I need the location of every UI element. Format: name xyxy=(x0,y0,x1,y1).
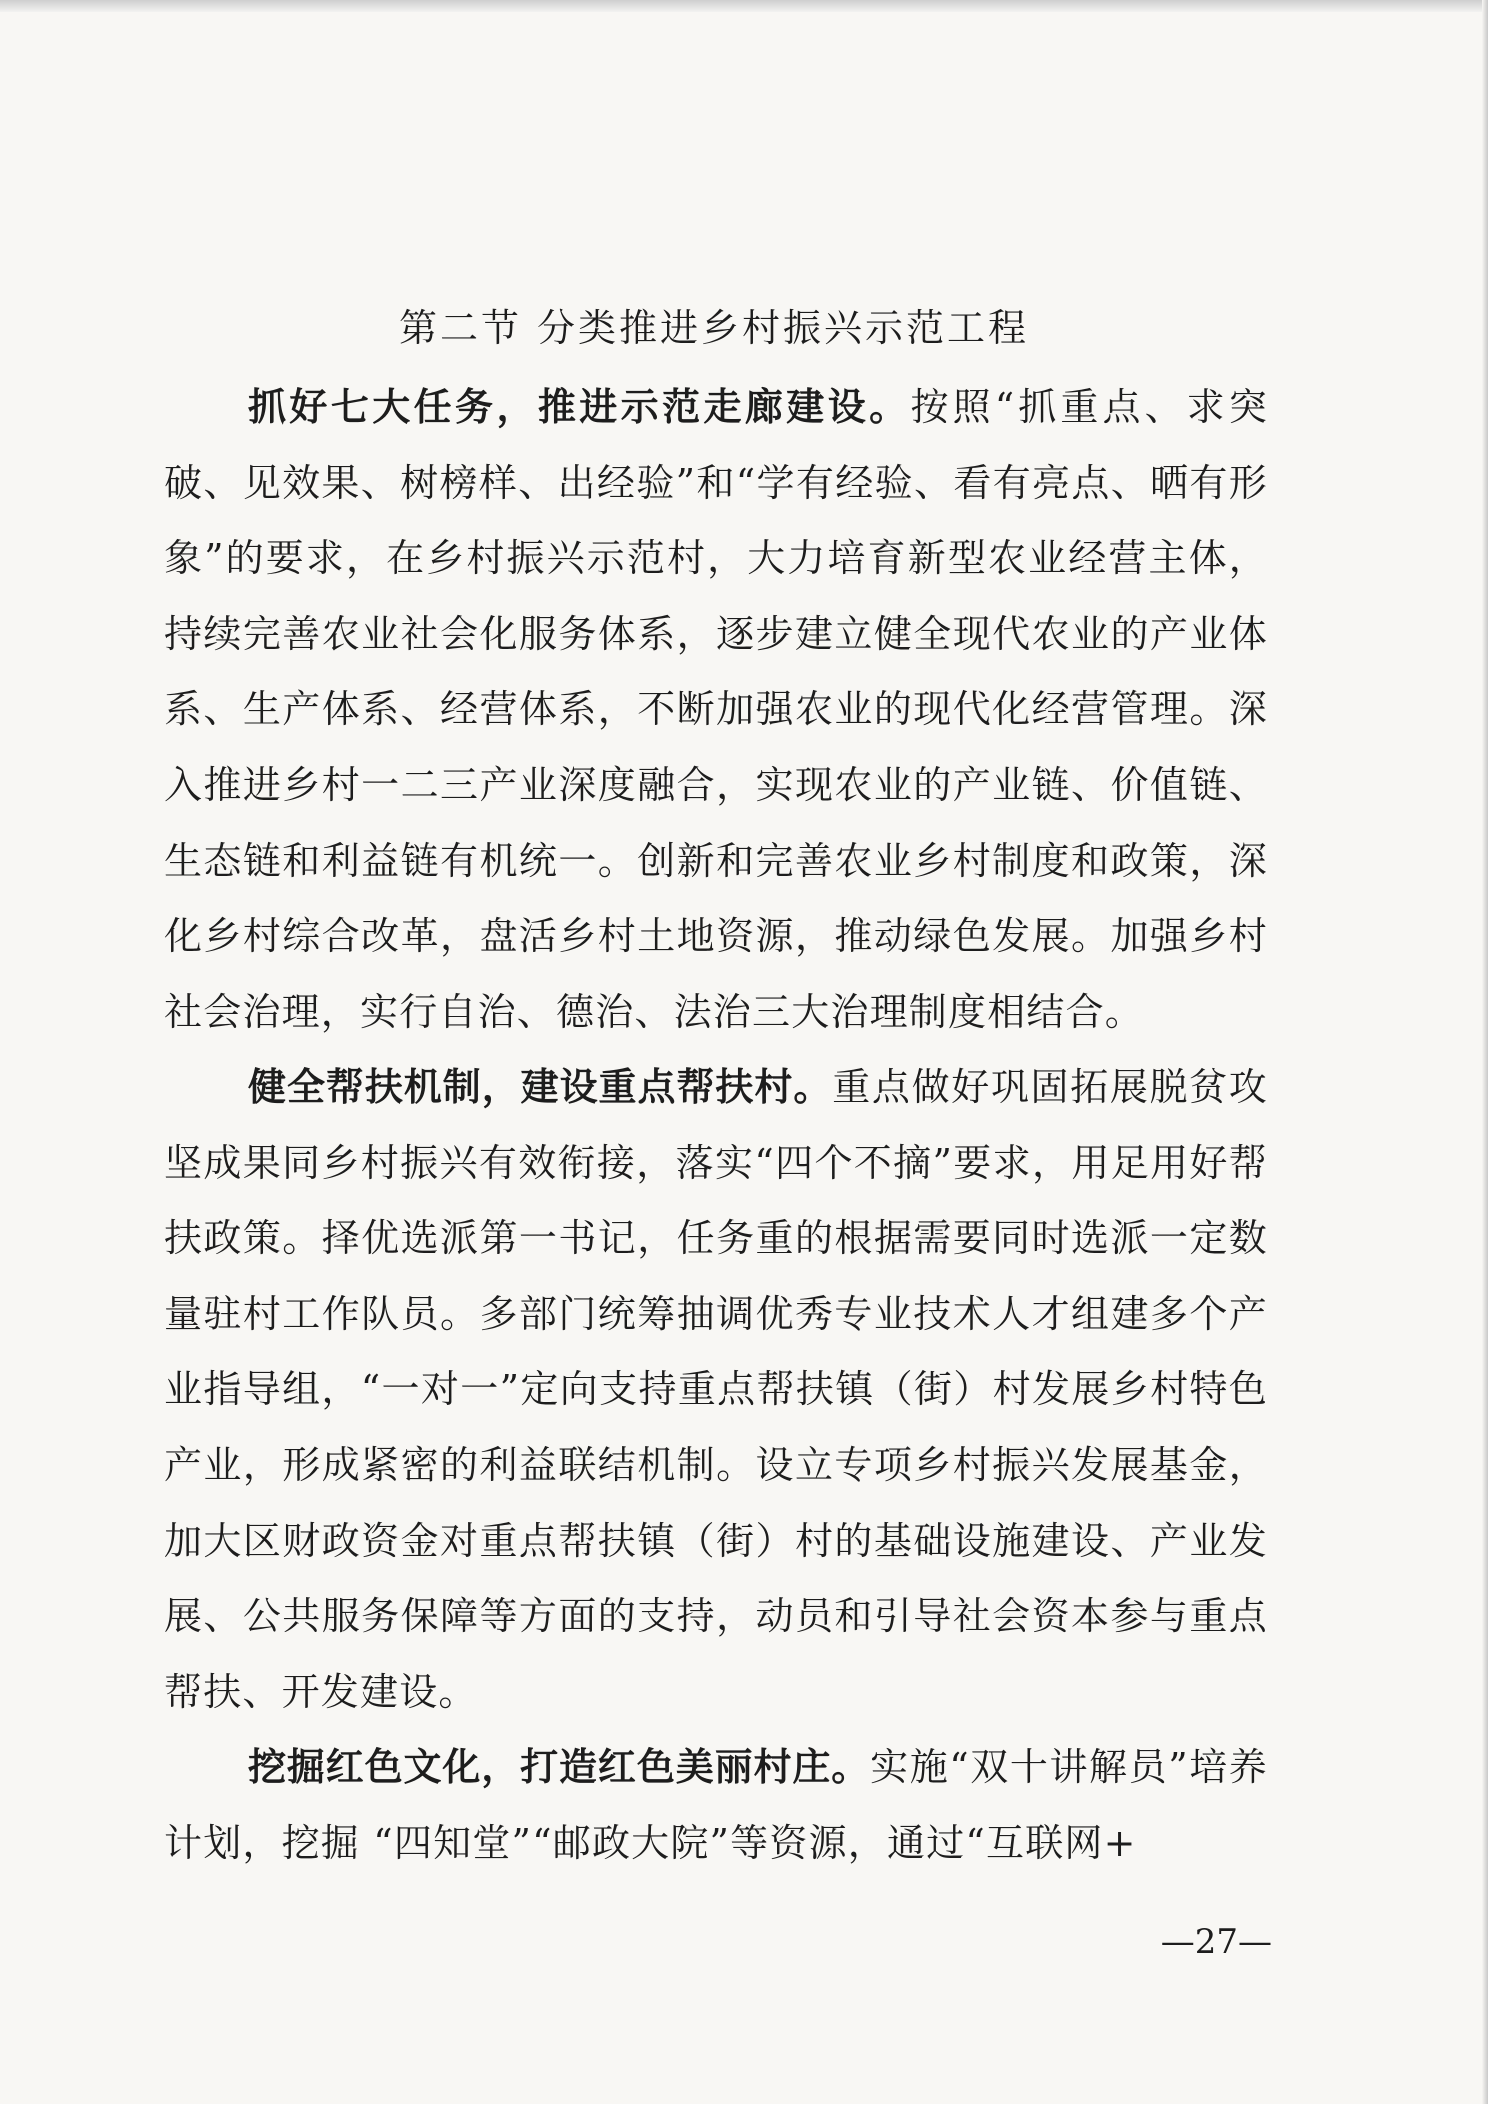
paragraph-assistance-mechanism xyxy=(164,1050,1268,1730)
paragraph-seven-tasks xyxy=(164,370,1268,1050)
paragraph-body: 重点做好巩固拓展脱贫攻坚成果同乡村振兴有效衔接，落实“四个不摘”要求，用足用好帮扶政策。择优选派第一书记，任务重的根据需要同时选派一定数量驻村工作队员。多部门统筹抽调优秀专业技术人才组建多个产业指导组，“一对一”定向支持重点帮扶镇（街）村发展乡村特色产业，形成紧密的利益联结机制。设立专项乡村振兴发展基金，加大区财政资金对重点帮扶镇（街）村的基础设施建设、产业发展、公共服务保障等方面的支持，动员和引导社会资本参与重点帮扶、开发建设。 xyxy=(164,1065,1268,1714)
paragraph-lead: 健全帮扶机制，建设重点帮扶村。 xyxy=(248,1065,833,1109)
paragraph-red-culture xyxy=(164,1730,1268,1881)
scan-edge-right xyxy=(1482,0,1488,2104)
paragraph-body: 按照“抓重点、求突破、见效果、树榜样、出经验”和“学有经验、看有亮点、晒有形象”的要求，在乡村振兴示范村，大力培育新型农业经营主体，持续完善农业社会化服务体系，逐步建立健全现代农业的产业体系、生产体系、经营体系，不断加强农业的现代化经营管理。深入推进乡村一二三产业深度融合，实现农业的产业链、价值链、生态链和利益链有机统一。创新和完善农业乡村制度和政策，深化乡村综合改革，盘活乡村土地资源，推动绿色发展。加强乡村社会治理，实行自治、德治、法治三大治理制度相结合。 xyxy=(164,385,1268,1034)
section-heading: 第二节 分类推进乡村振兴示范工程 xyxy=(398,306,1030,350)
scan-edge-top xyxy=(0,0,1488,12)
paragraph-lead: 抓好七大任务，推进示范走廊建设。 xyxy=(248,385,911,429)
paragraph-lead: 挖掘红色文化，打造红色美丽村庄。 xyxy=(248,1745,871,1789)
paragraph-body: 实施“双十讲解员”培养计划，挖掘 “四知堂”“邮政大院”等资源，通过“互联网+ xyxy=(164,1745,1268,1865)
page-number: —27— xyxy=(1160,1922,1272,1962)
